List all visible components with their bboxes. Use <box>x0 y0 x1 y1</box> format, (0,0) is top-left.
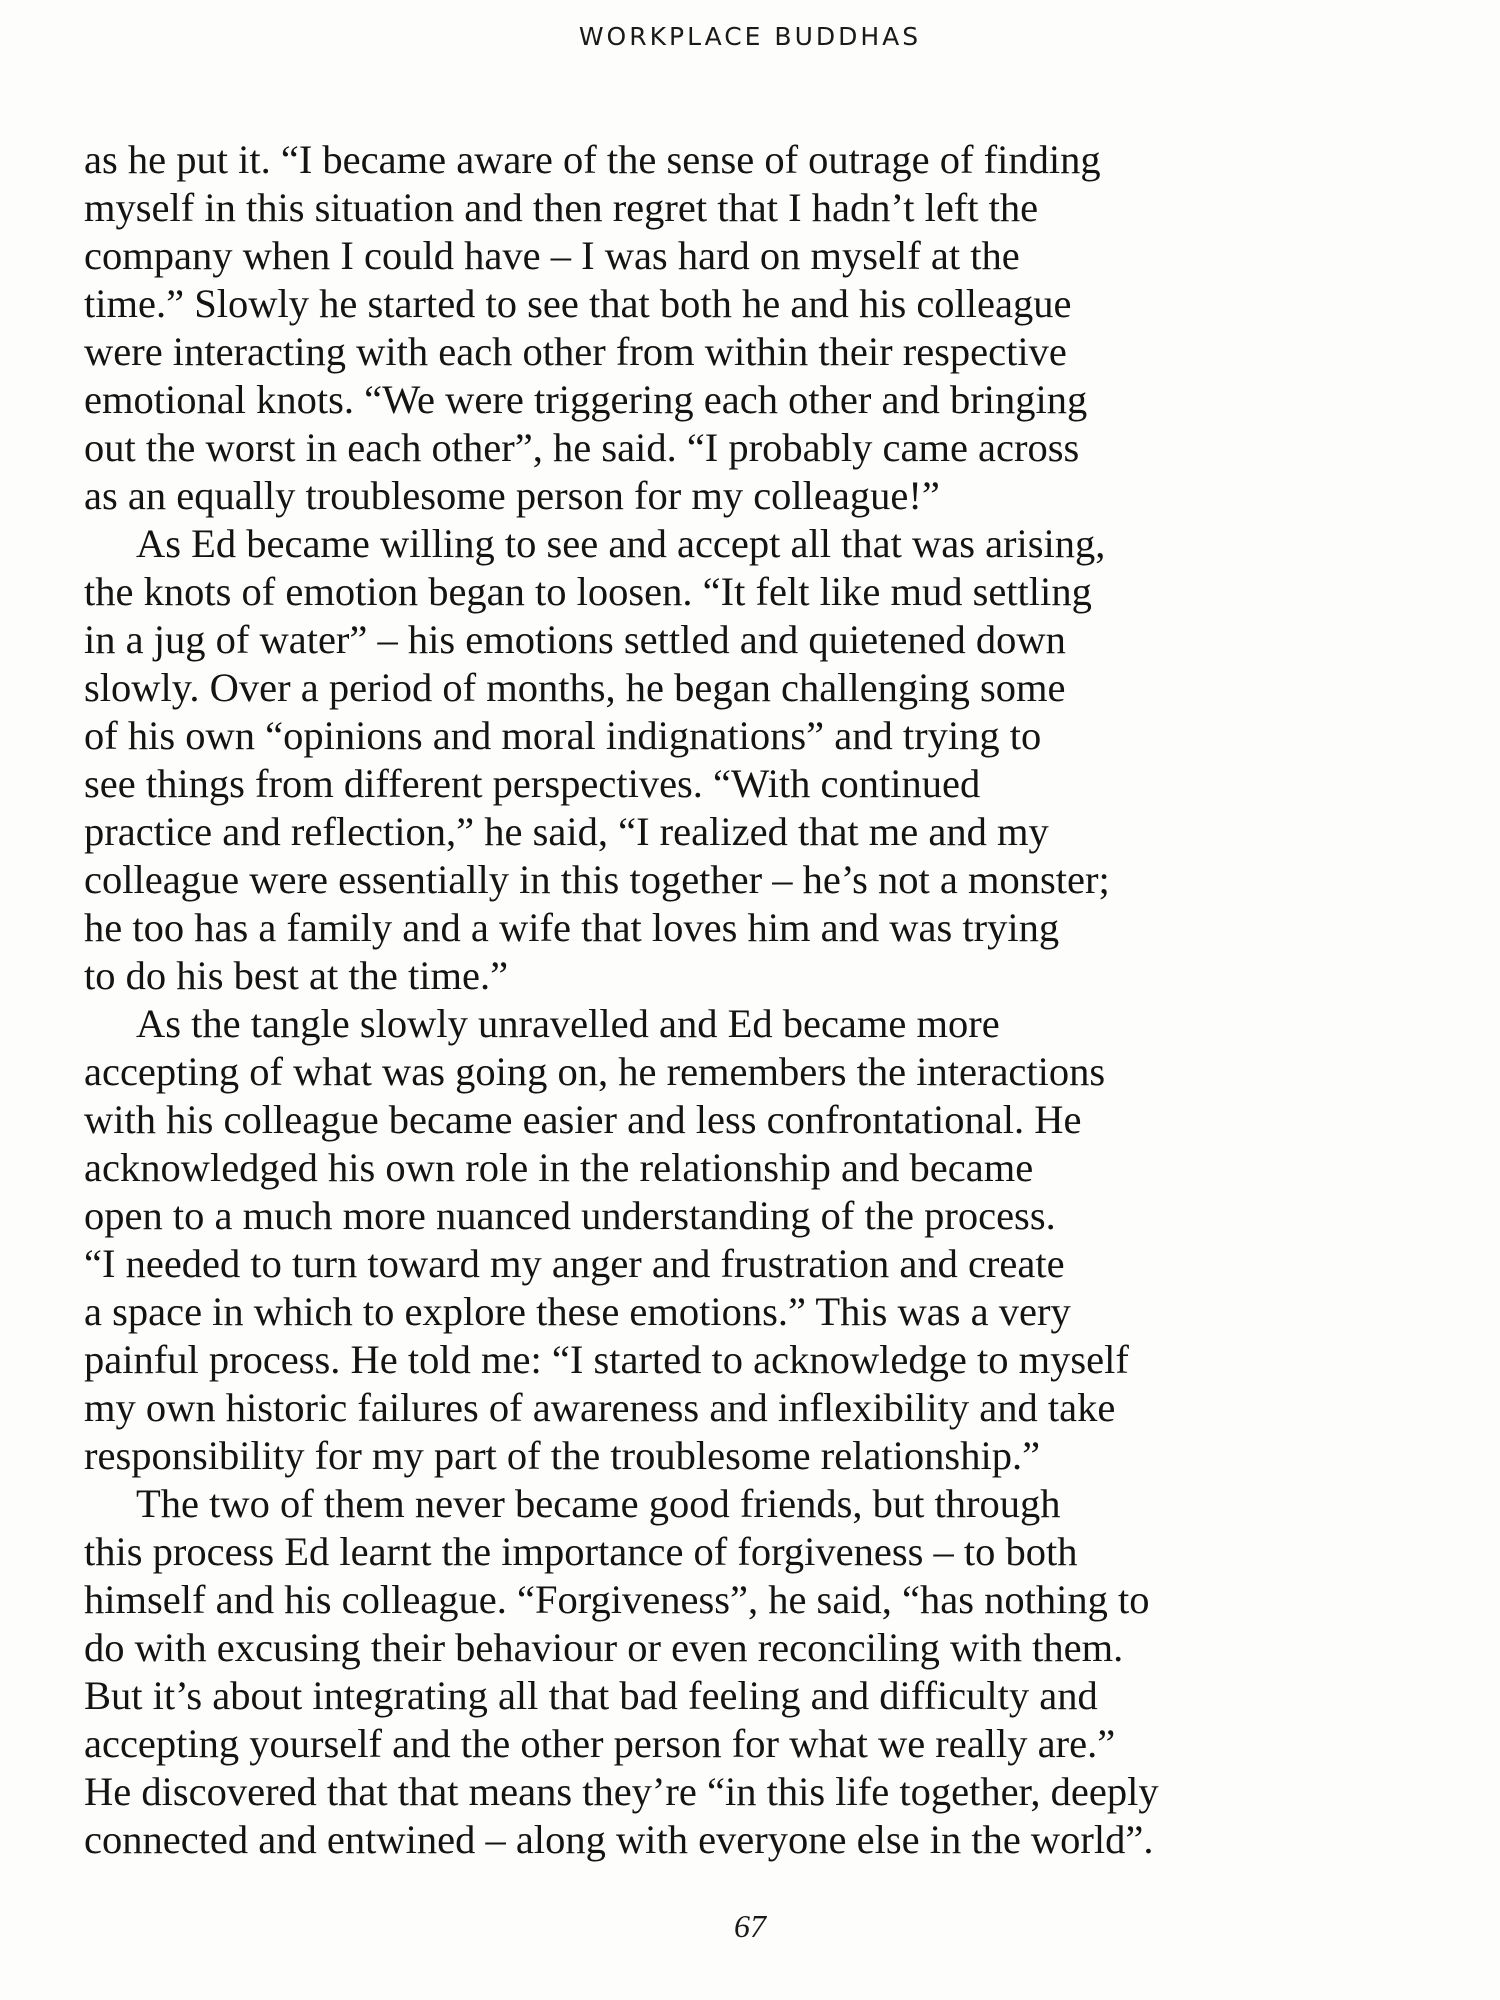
text-line: this process Ed learnt the importance of forgiveness – to both <box>84 1529 1078 1574</box>
text-line: “I needed to turn toward my anger and frustration and create <box>84 1241 1065 1286</box>
text-line: practice and reflection,” he said, “I realized that me and my <box>84 809 1049 854</box>
text-line: But it’s about integrating all that bad feeling and difficulty and <box>84 1673 1098 1718</box>
text-line: As Ed became willing to see and accept all that was arising, <box>136 521 1106 566</box>
text-line: colleague were essentially in this together – he’s not a monster; <box>84 857 1110 902</box>
text-line: do with excusing their behaviour or even reconciling with them. <box>84 1625 1124 1670</box>
text-line: painful process. He told me: “I started to acknowledge to myself <box>84 1337 1129 1382</box>
text-line: time.” Slowly he started to see that both he and his colleague <box>84 281 1072 326</box>
paragraph-2 <box>84 520 1404 1000</box>
text-line: himself and his colleague. “Forgiveness”, he said, “has nothing to <box>84 1577 1150 1622</box>
paragraph-4 <box>84 1480 1404 1864</box>
page-body <box>84 136 1404 1864</box>
text-line: slowly. Over a period of months, he began challenging some <box>84 665 1066 710</box>
text-line: with his colleague became easier and less confrontational. He <box>84 1097 1082 1142</box>
running-header: WORKPLACE BUDDHAS <box>578 22 922 51</box>
text-line: As the tangle slowly unravelled and Ed became more <box>136 1001 1000 1046</box>
text-line: in a jug of water” – his emotions settled and quietened down <box>84 617 1066 662</box>
text-line: acknowledged his own role in the relationship and became <box>84 1145 1034 1190</box>
text-line: the knots of emotion began to loosen. “It felt like mud settling <box>84 569 1092 614</box>
text-line: my own historic failures of awareness and inflexibility and take <box>84 1385 1116 1430</box>
text-line: he too has a family and a wife that loves him and was trying <box>84 905 1060 950</box>
text-line: of his own “opinions and moral indignations” and trying to <box>84 713 1042 758</box>
page-number: 67 <box>734 1908 766 1944</box>
text-line: The two of them never became good friends, but through <box>136 1481 1061 1526</box>
text-line: responsibility for my part of the troublesome relationship.” <box>84 1433 1041 1478</box>
text-line: to do his best at the time.” <box>84 953 509 998</box>
paragraph-3 <box>84 1000 1404 1480</box>
text-line: company when I could have – I was hard on myself at the <box>84 233 1020 278</box>
text-line: emotional knots. “We were triggering each other and bringing <box>84 377 1088 422</box>
text-line: as he put it. “I became aware of the sense of outrage of finding <box>84 137 1101 182</box>
text-line: accepting of what was going on, he remembers the interactions <box>84 1049 1106 1094</box>
text-line: were interacting with each other from within their respective <box>84 329 1067 374</box>
text-line: as an equally troublesome person for my colleague!” <box>84 473 940 518</box>
text-line: He discovered that that means they’re “in this life together, deeply <box>84 1769 1159 1814</box>
text-line: out the worst in each other”, he said. “I probably came across <box>84 425 1080 470</box>
text-line: connected and entwined – along with everyone else in the world”. <box>84 1817 1154 1862</box>
text-line: accepting yourself and the other person for what we really are.” <box>84 1721 1116 1766</box>
text-line: open to a much more nuanced understanding of the process. <box>84 1193 1056 1238</box>
text-line: a space in which to explore these emotions.” This was a very <box>84 1289 1071 1334</box>
text-line: see things from different perspectives. “With continued <box>84 761 981 806</box>
paragraph-1 <box>84 136 1404 520</box>
text-line: myself in this situation and then regret that I hadn’t left the <box>84 185 1039 230</box>
